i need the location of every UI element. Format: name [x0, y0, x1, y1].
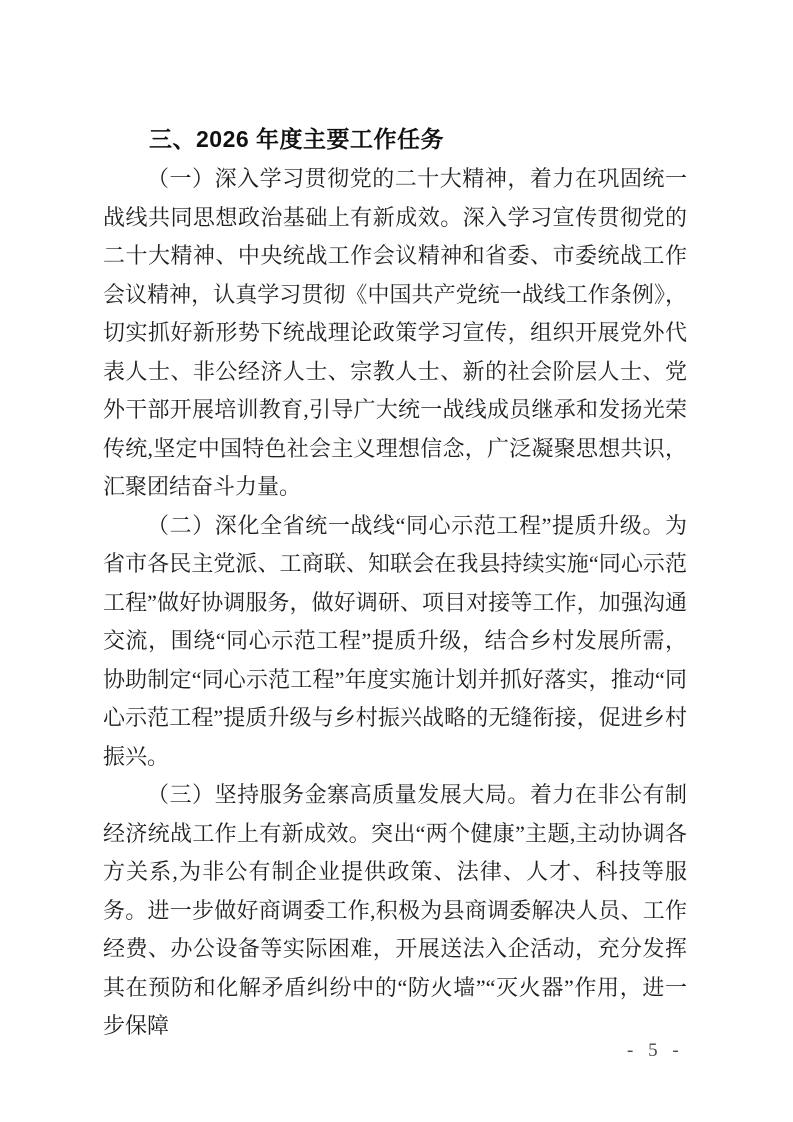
paragraph-2: （二）深化全省统一战线“同心示范工程”提质升级。为省市各民主党派、工商联、知联会在我县持续实施“同心示范工程”做好协调服务，做好调研、项目对接等工作，加强沟通交流，围绕“同心示范工程”提质升级，结合乡村发展所需，协助制定“同心示范工程”年度实施计划并抓好落实，推动“同心示范工程”提质升级与乡村振兴战略的无缝衔接，促进乡村振兴。 [103, 512, 687, 769]
section-heading: 三、2026 年度主要工作任务 [149, 126, 445, 152]
page-number: - 5 - [627, 1040, 684, 1061]
paragraph-1: （一）深入学习贯彻党的二十大精神，着力在巩固统一战线共同思想政治基础上有新成效。深入学习宣传贯彻党的二十大精神、中央统战工作会议精神和省委、市委统战工作会议精神，认真学习贯彻《中国共产党统一战线工作条例》，切实抓好新形势下统战理论政策学习宣传，组织开展党外代表人士、非公经济人士、宗教人士、新的社会阶层人士、党外干部开展培训教育,引导广大统一战线成员继承和发扬光荣传统,坚定中国特色社会主义理想信念，广泛凝聚思想共识，汇聚团结奋斗力量。 [103, 166, 687, 499]
paragraph-3: （三）坚持服务金寨高质量发展大局。着力在非公有制经济统战工作上有新成效。突出“两个健康”主题,主动协调各方关系,为非公有制企业提供政策、法律、人才、科技等服务。进一步做好商调委工作,积极为县商调委解决人员、工作经费、办公设备等实际困难，开展送法入企活动，充分发挥其在预防和化解矛盾纠纷中的“防火墙”“灭火器”作用，进一步保障 [103, 782, 687, 1038]
document-body [103, 118, 687, 1046]
